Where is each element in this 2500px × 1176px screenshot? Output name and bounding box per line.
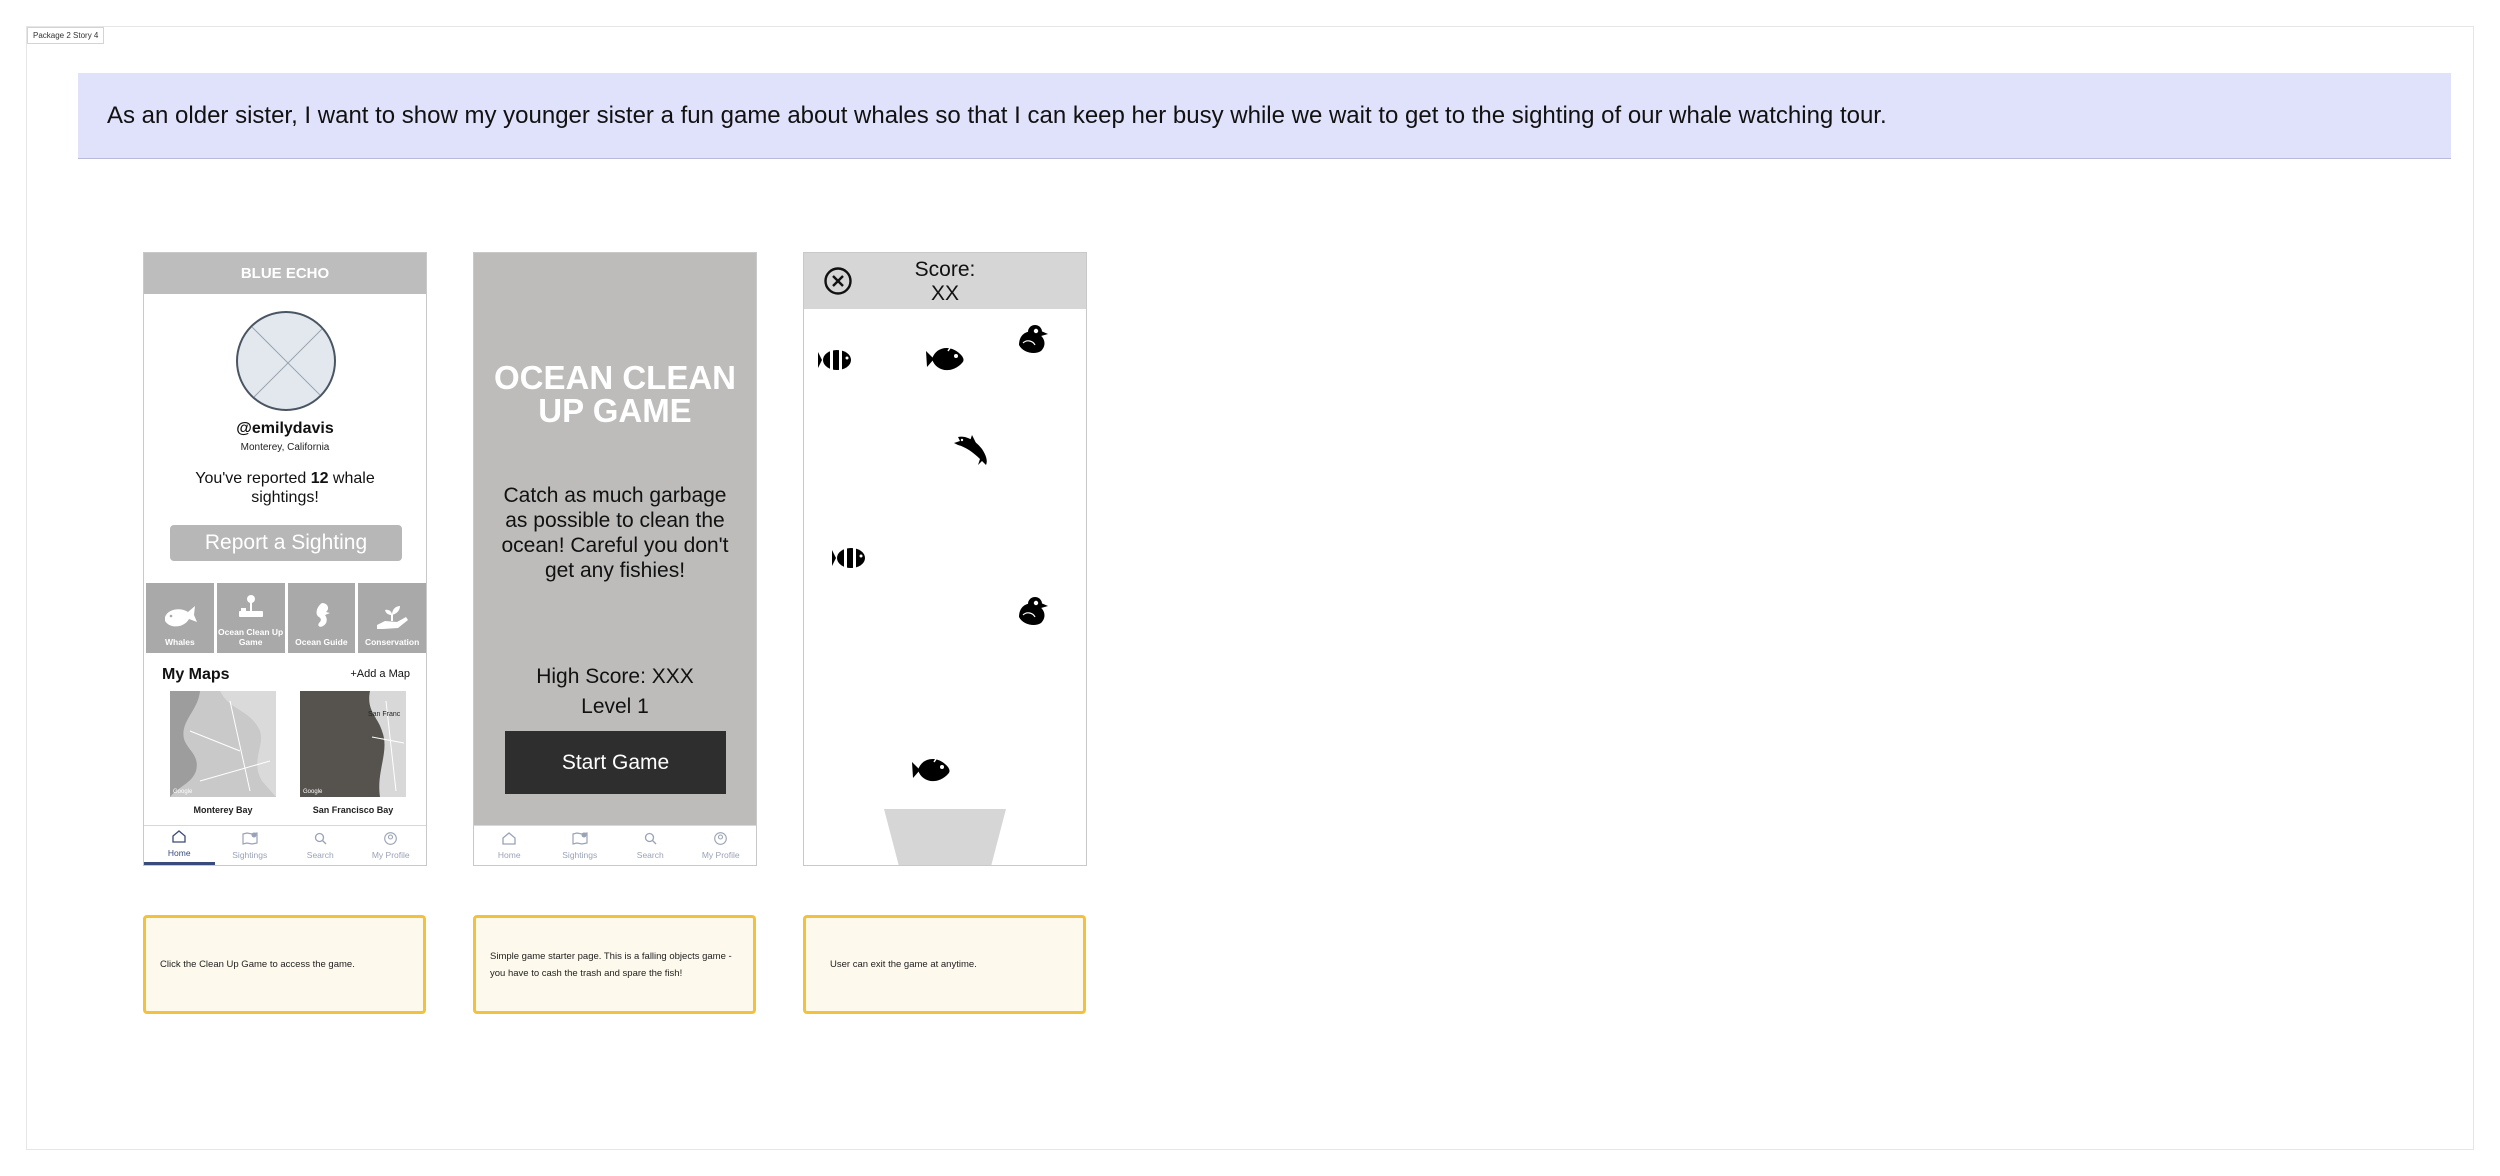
tab-search[interactable] — [615, 826, 686, 865]
map-label-monterey: Monterey Bay — [193, 805, 253, 815]
score-value: XX — [930, 282, 959, 305]
dolphin-icon — [954, 431, 992, 474]
joystick-icon — [235, 593, 267, 627]
tile-label: Whales — [164, 637, 195, 647]
avatar[interactable] — [236, 311, 336, 411]
level-indicator: Level 1 — [581, 695, 649, 718]
tab-label: My Profile — [701, 849, 740, 860]
note-text: User can exit the game at anytime. — [830, 959, 977, 970]
tab-home[interactable] — [474, 826, 545, 865]
tab-label: Sightings — [562, 849, 598, 860]
note-text: Simple game starter page. This is a falling objects game - you have to cash the trash and spare the fish! — [490, 950, 732, 979]
app-title: BLUE ECHO — [240, 265, 330, 282]
puffin-icon — [1013, 321, 1049, 362]
seahorse-icon — [308, 601, 334, 637]
score-label: Score: — [914, 258, 976, 281]
annotation-note — [473, 915, 756, 1014]
tab-label: Home — [497, 849, 521, 860]
game-description: Catch as much garbage as possible to clean the ocean! Careful you don't get any fishies! — [501, 484, 729, 582]
hand-plant-icon — [375, 603, 409, 637]
clownfish-icon — [818, 347, 856, 378]
tab-bar — [474, 825, 756, 865]
gameplay-screen-mockup — [803, 252, 1087, 866]
add-map-link[interactable]: +Add a Map — [350, 668, 410, 680]
annotation-note — [143, 915, 426, 1014]
tab-my-profile[interactable] — [686, 826, 757, 865]
tile-whales[interactable] — [146, 583, 214, 653]
tile-label: Conservation — [364, 637, 420, 647]
search-icon — [314, 832, 327, 847]
clownfish-icon — [832, 545, 870, 576]
catcher-bucket[interactable] — [884, 809, 1006, 865]
tab-home[interactable] — [144, 826, 215, 865]
angelfish-icon — [912, 753, 952, 792]
tab-label: Home — [167, 848, 191, 858]
map-thumbnail-monterey[interactable] — [170, 691, 276, 797]
tile-ocean-clean-up-game[interactable] — [217, 583, 285, 653]
profile-icon — [714, 832, 727, 847]
sightings-summary — [174, 469, 396, 507]
game-header — [804, 253, 1086, 309]
map-watermark: Google — [303, 789, 323, 795]
tab-search[interactable] — [285, 826, 356, 865]
home-icon — [502, 832, 516, 847]
map-pin-icon — [242, 832, 258, 847]
tile-label: Ocean Guide — [295, 637, 348, 647]
app-header — [144, 253, 426, 294]
feature-tiles — [146, 583, 426, 653]
profile-icon — [384, 832, 397, 847]
start-game-button[interactable]: Start Game — [505, 731, 726, 794]
tab-label: Search — [306, 849, 334, 860]
tile-label: Ocean Clean Up Game — [218, 627, 284, 647]
tile-conservation[interactable] — [358, 583, 426, 653]
tab-label: Sightings — [232, 849, 268, 860]
user-story-banner — [78, 73, 2451, 159]
tile-ocean-guide[interactable] — [288, 583, 356, 653]
tab-my-profile[interactable] — [356, 826, 427, 865]
note-text: Click the Clean Up Game to access the game. — [160, 959, 355, 970]
map-watermark: Google — [173, 789, 193, 795]
score-display — [804, 258, 1086, 306]
tab-sightings[interactable] — [545, 826, 616, 865]
angelfish-icon — [926, 342, 966, 381]
map-label-san-francisco: San Francisco Bay — [312, 805, 394, 815]
puffin-icon — [1013, 593, 1049, 634]
tab-label: Search — [636, 849, 664, 860]
game-start-screen-mockup — [473, 252, 757, 866]
map-pin-icon — [572, 832, 588, 847]
tab-sightings[interactable] — [215, 826, 286, 865]
high-score: High Score: XXX — [536, 665, 694, 688]
annotation-note — [803, 915, 1086, 1014]
frame-tag: Package 2 Story 4 — [27, 27, 104, 44]
my-maps-heading: My Maps — [162, 666, 230, 683]
home-icon — [172, 830, 186, 845]
username: @emilydavis — [236, 420, 334, 437]
search-icon — [644, 832, 657, 847]
map-thumbnail-san-francisco[interactable] — [300, 691, 406, 797]
tab-label: My Profile — [371, 849, 410, 860]
report-sighting-button[interactable]: Report a Sighting — [170, 525, 402, 561]
home-screen-mockup — [143, 252, 427, 866]
game-title: OCEAN CLEAN UP GAME — [493, 359, 736, 429]
whale-icon — [162, 603, 198, 637]
sightings-suffix: whale sightings! — [251, 470, 375, 506]
sightings-count: 12 — [310, 470, 329, 487]
tab-bar — [144, 825, 426, 865]
user-location: Monterey, California — [240, 442, 330, 453]
map-place-label: San Franc — [368, 711, 401, 718]
sightings-prefix: You've reported — [195, 470, 311, 487]
user-story-text: As an older sister, I want to show my younger sister a fun game about whales so that I can keep her busy while we wait to get to the sighting of our whale watching tour. — [107, 101, 1887, 129]
